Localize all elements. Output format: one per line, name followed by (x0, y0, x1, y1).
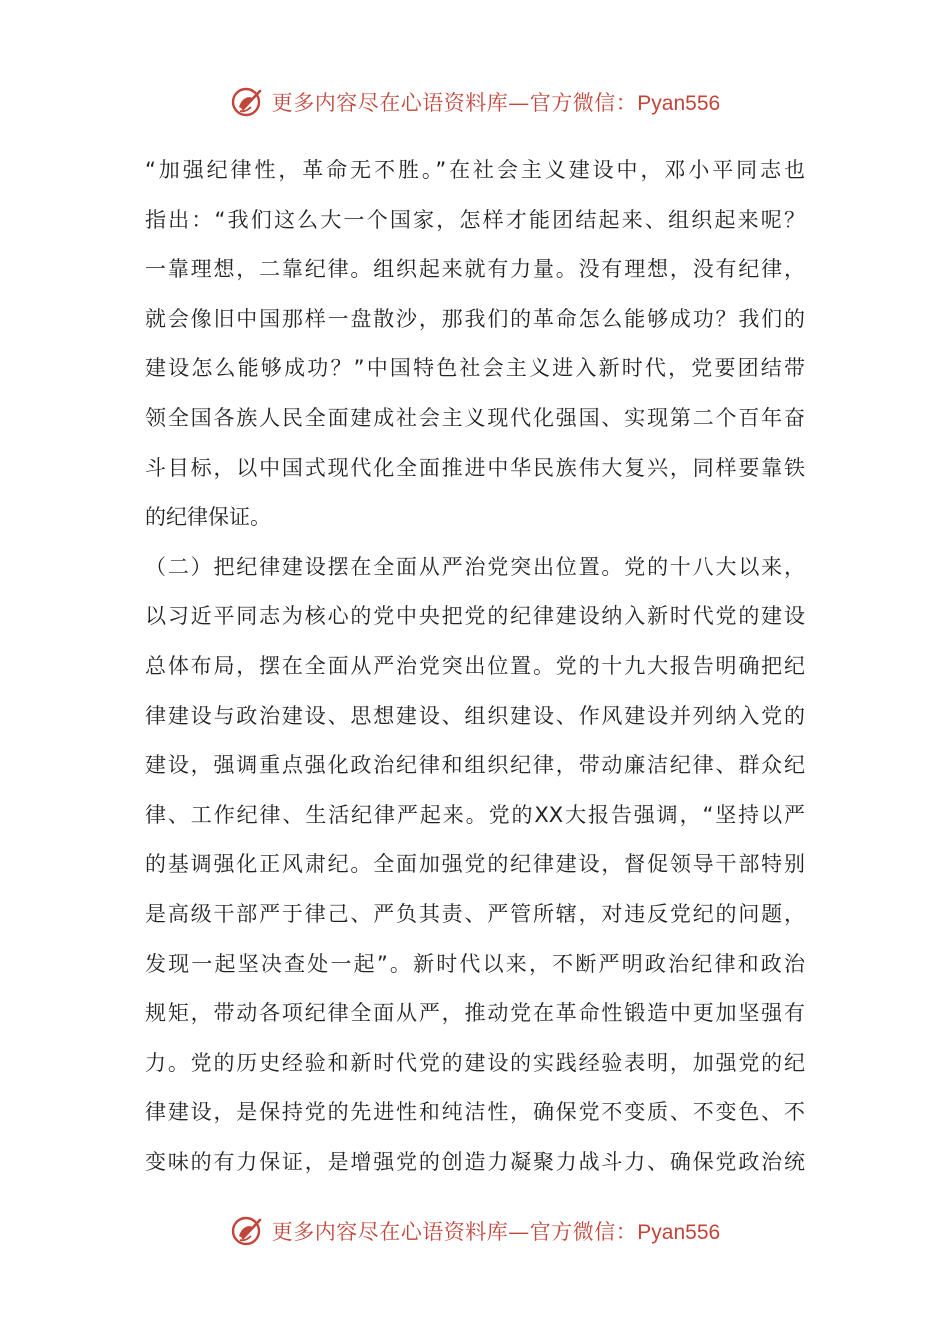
body-line: 领全国各族人民全面建成社会主义现代化强国、实现第二个百年奋 (145, 405, 805, 430)
header-wechat-handle: Pyan556 (637, 92, 721, 115)
pen-seal-logo-icon (230, 1214, 264, 1248)
body-line: 律、工作纪律、生活纪律严起来。党的XX大报告强调，“坚持以严 (145, 802, 805, 827)
body-line: 力。党的历史经验和新时代党的建设的实践经验表明，加强党的纪 (145, 1050, 805, 1075)
body-line: 发现一起坚决查处一起”。新时代以来，不断严明政治纪律和政治 (145, 951, 805, 976)
footer-wechat-handle: Pyan556 (637, 1221, 721, 1244)
body-line: 总体布局，摆在全面从严治党突出位置。党的十九大报告明确把纪 (145, 653, 805, 678)
body-line: 就会像旧中国那样一盘散沙，那我们的革命怎么能够成功？我们的 (145, 306, 805, 331)
body-line: 规矩，带动各项纪律全面从严，推动党在革命性锻造中更加坚强有 (145, 1001, 805, 1026)
body-line: （二）把纪律建设摆在全面从严治党突出位置。党的十八大以来， (145, 554, 805, 579)
header-banner-label: 更多内容尽在心语资料库—官方微信： (271, 91, 638, 115)
footer-banner-label: 更多内容尽在心语资料库—官方微信： (271, 1220, 638, 1244)
body-line: 建设怎么能够成功？”中国特色社会主义进入新时代，党要团结带 (145, 356, 805, 381)
body-line: 律建设与政治建设、思想建设、组织建设、作风建设并列纳入党的 (145, 703, 805, 728)
body-line: 指出：“我们这么大一个国家，怎样才能团结起来、组织起来呢？ (145, 207, 805, 232)
body-line: 律建设，是保持党的先进性和纯洁性，确保党不变质、不变色、不 (145, 1100, 805, 1125)
body-line: 建设，强调重点强化政治纪律和组织纪律，带动廉洁纪律、群众纪 (145, 753, 805, 778)
body-line: 斗目标，以中国式现代化全面推进中华民族伟大复兴，同样要靠铁 (145, 455, 805, 480)
body-line: 以习近平同志为核心的党中央把党的纪律建设纳入新时代党的建设 (145, 604, 805, 629)
pen-seal-logo-icon (230, 85, 264, 119)
body-line: 的基调强化正风肃纪。全面加强党的纪律建设，督促领导干部特别 (145, 852, 805, 877)
header-banner (0, 82, 950, 122)
body-line: 的纪律保证。 (145, 505, 271, 530)
body-line: 变味的有力保证，是增强党的创造力凝聚力战斗力、确保党政治统 (145, 1149, 805, 1174)
header-banner-text (272, 87, 720, 117)
body-line: 一靠理想，二靠纪律。组织起来就有力量。没有理想，没有纪律， (145, 257, 805, 282)
body-line: “加强纪律性，革命无不胜。”在社会主义建设中，邓小平同志也 (145, 158, 805, 182)
body-line: 是高级干部严于律己、严负其责、严管所辖，对违反党纪的问题， (145, 901, 805, 926)
document-body (145, 146, 805, 1187)
footer-banner-text (272, 1216, 720, 1246)
footer-banner (0, 1211, 950, 1251)
